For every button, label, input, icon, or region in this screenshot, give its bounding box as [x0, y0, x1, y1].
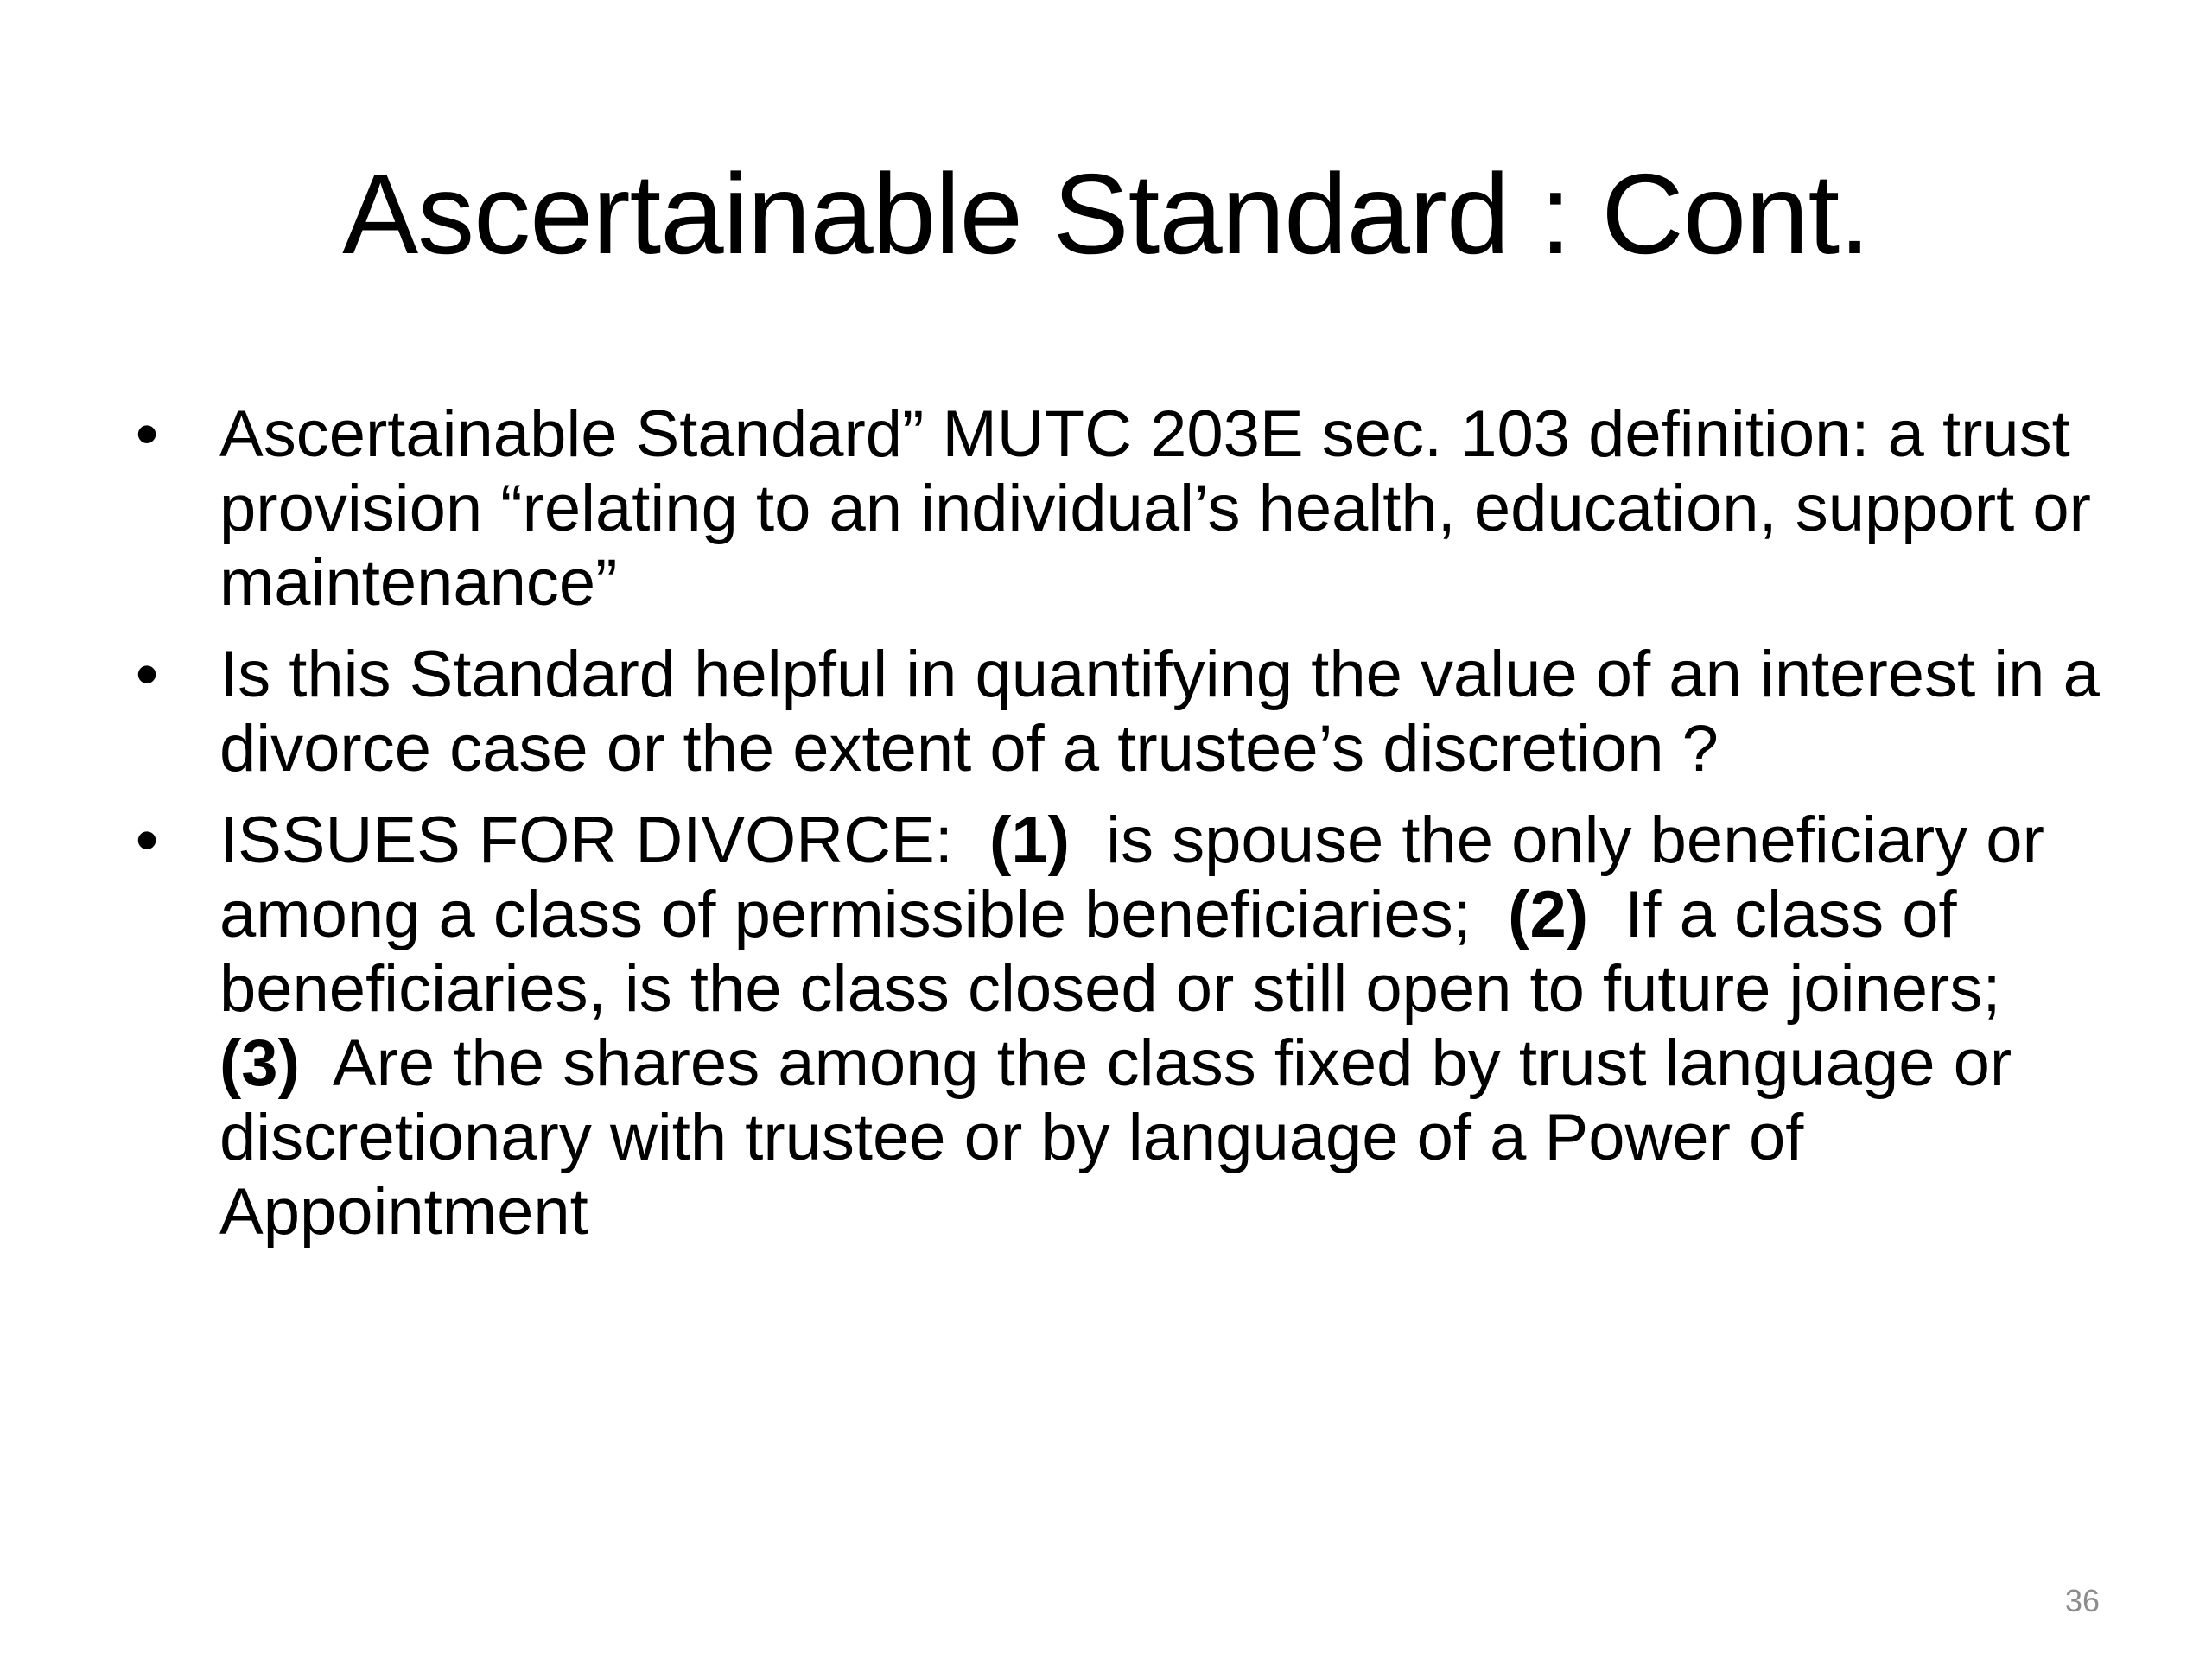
bullet-list: [130, 397, 2108, 1267]
issue-text-2: If a class of beneficiaries, is the class closed or still open to future joiners;: [219, 878, 2037, 1026]
bullet-text: Ascertainable Standard” MUTC 203E sec. 103 definition: a trust provision “relating to an individual’s health, education, support or maintenance”: [219, 397, 2091, 620]
issue-number-2: (2): [1508, 878, 1589, 951]
issue-number-3: (3): [219, 1027, 300, 1100]
bullet-icon: •: [135, 397, 159, 471]
bullet-item: [130, 804, 2108, 1249]
bullet-item: [130, 638, 2108, 786]
issues-intro: ISSUES FOR DIVORCE:: [219, 804, 990, 877]
issue-text-3: Are the shares among the class fixed by trust language or discretionary with trustee or by language of a Power of Appointment: [219, 1027, 2031, 1249]
slide-number: 36: [2064, 1583, 2100, 1618]
bullet-icon: •: [135, 804, 159, 877]
issue-text-1: is spouse the only beneficiary or among a class of permissible beneficiaries;: [219, 804, 2063, 951]
slide-title: Ascertainable Standard : Cont.: [342, 150, 1870, 277]
bullet-text: Is this Standard helpful in quantifying the value of an interest in a divorce case or the extent of a trustee’s discretion ?: [219, 638, 2100, 785]
bullet-text: [219, 804, 2063, 1249]
bullet-item: [130, 397, 2108, 620]
issue-number-1: (1): [989, 804, 1070, 877]
bullet-icon: •: [135, 638, 159, 711]
